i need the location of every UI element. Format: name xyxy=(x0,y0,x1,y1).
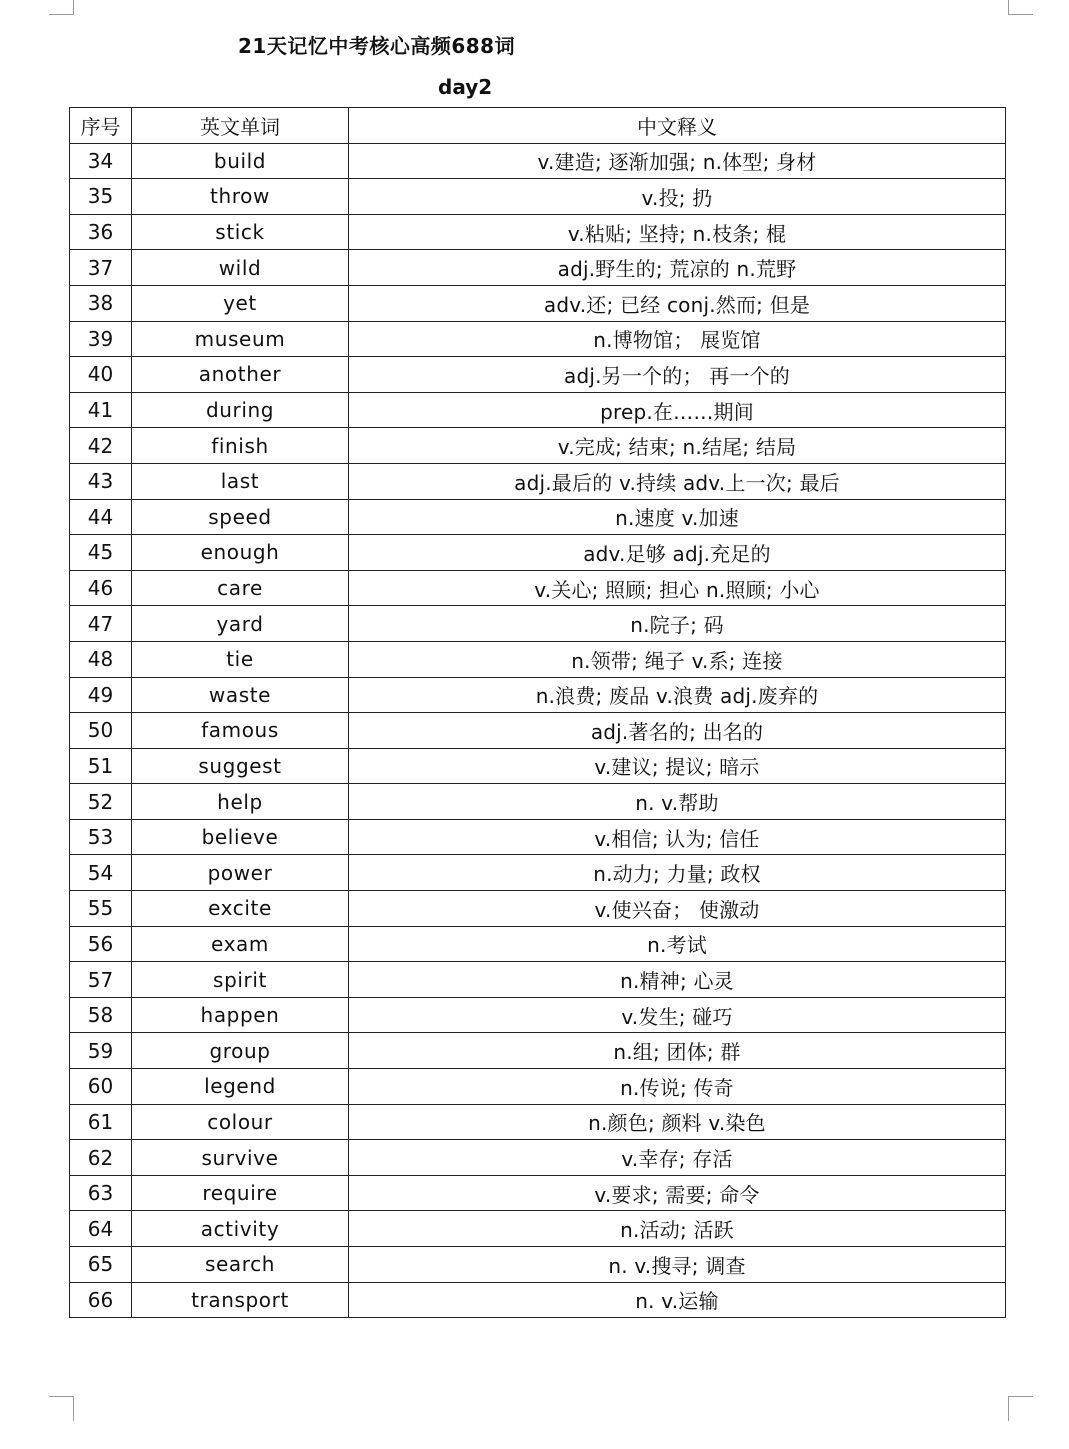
chinese-definition-cell: n.浪费; 废品 v.浪费 adj.废弃的 xyxy=(349,677,1006,713)
table-row xyxy=(70,250,1006,286)
row-number-cell: 59 xyxy=(70,1033,132,1069)
table-row xyxy=(70,1247,1006,1283)
english-word-cell: exam xyxy=(132,926,349,962)
column-header-number: 序号 xyxy=(70,108,132,144)
row-number-cell: 56 xyxy=(70,926,132,962)
table-row xyxy=(70,499,1006,535)
table-header-row xyxy=(70,108,1006,144)
row-number-cell: 55 xyxy=(70,891,132,927)
table-row xyxy=(70,997,1006,1033)
english-word-cell: colour xyxy=(132,1104,349,1140)
english-word-cell: spirit xyxy=(132,962,349,998)
chinese-definition-cell: n.传说; 传奇 xyxy=(349,1069,1006,1105)
english-word-cell: activity xyxy=(132,1211,349,1247)
chinese-definition-cell: v.建议; 提议; 暗示 xyxy=(349,748,1006,784)
chinese-definition-cell: n.精神; 心灵 xyxy=(349,962,1006,998)
table-row xyxy=(70,570,1006,606)
table-row xyxy=(70,962,1006,998)
table-row xyxy=(70,1211,1006,1247)
chinese-definition-cell: v.相信; 认为; 信任 xyxy=(349,819,1006,855)
chinese-definition-cell: n.活动; 活跃 xyxy=(349,1211,1006,1247)
chinese-definition-cell: n.院子; 码 xyxy=(349,606,1006,642)
chinese-definition-cell: n. v.帮助 xyxy=(349,784,1006,820)
vocabulary-table xyxy=(69,107,1006,1318)
table-row xyxy=(70,214,1006,250)
row-number-cell: 42 xyxy=(70,428,132,464)
row-number-cell: 58 xyxy=(70,997,132,1033)
english-word-cell: wild xyxy=(132,250,349,286)
english-word-cell: excite xyxy=(132,891,349,927)
column-header-definition: 中文释义 xyxy=(349,108,1006,144)
english-word-cell: throw xyxy=(132,179,349,215)
english-word-cell: yet xyxy=(132,285,349,321)
row-number-cell: 64 xyxy=(70,1211,132,1247)
table-row xyxy=(70,748,1006,784)
row-number-cell: 62 xyxy=(70,1140,132,1176)
english-word-cell: build xyxy=(132,143,349,179)
row-number-cell: 40 xyxy=(70,357,132,393)
row-number-cell: 43 xyxy=(70,463,132,499)
table-body xyxy=(70,143,1006,1318)
english-word-cell: tie xyxy=(132,641,349,677)
chinese-definition-cell: n.颜色; 颜料 v.染色 xyxy=(349,1104,1006,1140)
table-row xyxy=(70,535,1006,571)
english-word-cell: legend xyxy=(132,1069,349,1105)
english-word-cell: famous xyxy=(132,713,349,749)
table-row xyxy=(70,463,1006,499)
english-word-cell: help xyxy=(132,784,349,820)
chinese-definition-cell: n.博物馆； 展览馆 xyxy=(349,321,1006,357)
english-word-cell: believe xyxy=(132,819,349,855)
chinese-definition-cell: n.领带; 绳子 v.系; 连接 xyxy=(349,641,1006,677)
row-number-cell: 57 xyxy=(70,962,132,998)
table-row xyxy=(70,606,1006,642)
english-word-cell: happen xyxy=(132,997,349,1033)
row-number-cell: 48 xyxy=(70,641,132,677)
table-row xyxy=(70,1282,1006,1318)
chinese-definition-cell: v.完成; 结束; n.结尾; 结局 xyxy=(349,428,1006,464)
document-subtitle: day2 xyxy=(438,75,493,99)
chinese-definition-cell: n. v.搜寻; 调查 xyxy=(349,1247,1006,1283)
table-row xyxy=(70,428,1006,464)
table-row xyxy=(70,891,1006,927)
chinese-definition-cell: v.投; 扔 xyxy=(349,179,1006,215)
row-number-cell: 49 xyxy=(70,677,132,713)
row-number-cell: 35 xyxy=(70,179,132,215)
english-word-cell: group xyxy=(132,1033,349,1069)
table-row xyxy=(70,357,1006,393)
english-word-cell: another xyxy=(132,357,349,393)
table-row xyxy=(70,1140,1006,1176)
english-word-cell: museum xyxy=(132,321,349,357)
row-number-cell: 52 xyxy=(70,784,132,820)
page-corner-mark-top-left xyxy=(49,0,74,15)
chinese-definition-cell: n.动力; 力量; 政权 xyxy=(349,855,1006,891)
english-word-cell: during xyxy=(132,392,349,428)
row-number-cell: 44 xyxy=(70,499,132,535)
table-row xyxy=(70,713,1006,749)
english-word-cell: transport xyxy=(132,1282,349,1318)
row-number-cell: 39 xyxy=(70,321,132,357)
english-word-cell: search xyxy=(132,1247,349,1283)
row-number-cell: 51 xyxy=(70,748,132,784)
row-number-cell: 50 xyxy=(70,713,132,749)
chinese-definition-cell: prep.在……期间 xyxy=(349,392,1006,428)
chinese-definition-cell: v.关心; 照顾; 担心 n.照顾; 小心 xyxy=(349,570,1006,606)
row-number-cell: 41 xyxy=(70,392,132,428)
english-word-cell: yard xyxy=(132,606,349,642)
table-row xyxy=(70,1069,1006,1105)
page-corner-mark-top-right xyxy=(1008,0,1033,15)
english-word-cell: finish xyxy=(132,428,349,464)
chinese-definition-cell: v.建造; 逐渐加强; n.体型; 身材 xyxy=(349,143,1006,179)
row-number-cell: 36 xyxy=(70,214,132,250)
row-number-cell: 60 xyxy=(70,1069,132,1105)
table-row xyxy=(70,321,1006,357)
english-word-cell: last xyxy=(132,463,349,499)
chinese-definition-cell: adv.足够 adj.充足的 xyxy=(349,535,1006,571)
row-number-cell: 54 xyxy=(70,855,132,891)
chinese-definition-cell: adj.著名的; 出名的 xyxy=(349,713,1006,749)
table-row xyxy=(70,677,1006,713)
page-corner-mark-bottom-left xyxy=(49,1396,74,1421)
english-word-cell: suggest xyxy=(132,748,349,784)
chinese-definition-cell: v.发生; 碰巧 xyxy=(349,997,1006,1033)
row-number-cell: 45 xyxy=(70,535,132,571)
english-word-cell: waste xyxy=(132,677,349,713)
chinese-definition-cell: v.幸存; 存活 xyxy=(349,1140,1006,1176)
chinese-definition-cell: n.速度 v.加速 xyxy=(349,499,1006,535)
row-number-cell: 63 xyxy=(70,1175,132,1211)
table-row xyxy=(70,855,1006,891)
table-row xyxy=(70,143,1006,179)
row-number-cell: 53 xyxy=(70,819,132,855)
column-header-word: 英文单词 xyxy=(132,108,349,144)
table-row xyxy=(70,819,1006,855)
english-word-cell: speed xyxy=(132,499,349,535)
chinese-definition-cell: v.使兴奋； 使激动 xyxy=(349,891,1006,927)
chinese-definition-cell: n.考试 xyxy=(349,926,1006,962)
chinese-definition-cell: adj.最后的 v.持续 adv.上一次; 最后 xyxy=(349,463,1006,499)
chinese-definition-cell: v.粘贴; 坚持; n.枝条; 棍 xyxy=(349,214,1006,250)
table-row xyxy=(70,179,1006,215)
english-word-cell: enough xyxy=(132,535,349,571)
chinese-definition-cell: n. v.运输 xyxy=(349,1282,1006,1318)
row-number-cell: 46 xyxy=(70,570,132,606)
chinese-definition-cell: n.组; 团体; 群 xyxy=(349,1033,1006,1069)
english-word-cell: power xyxy=(132,855,349,891)
table-row xyxy=(70,392,1006,428)
row-number-cell: 47 xyxy=(70,606,132,642)
table-row xyxy=(70,641,1006,677)
page-corner-mark-bottom-right xyxy=(1008,1396,1033,1421)
chinese-definition-cell: v.要求; 需要; 命令 xyxy=(349,1175,1006,1211)
english-word-cell: stick xyxy=(132,214,349,250)
document-title: 21天记忆中考核心高频688词 xyxy=(238,34,516,58)
row-number-cell: 65 xyxy=(70,1247,132,1283)
chinese-definition-cell: adj.另一个的； 再一个的 xyxy=(349,357,1006,393)
english-word-cell: require xyxy=(132,1175,349,1211)
row-number-cell: 61 xyxy=(70,1104,132,1140)
row-number-cell: 66 xyxy=(70,1282,132,1318)
table-row xyxy=(70,1175,1006,1211)
table-row xyxy=(70,285,1006,321)
row-number-cell: 34 xyxy=(70,143,132,179)
english-word-cell: care xyxy=(132,570,349,606)
row-number-cell: 38 xyxy=(70,285,132,321)
chinese-definition-cell: adv.还; 已经 conj.然而; 但是 xyxy=(349,285,1006,321)
table-row xyxy=(70,926,1006,962)
row-number-cell: 37 xyxy=(70,250,132,286)
chinese-definition-cell: adj.野生的; 荒凉的 n.荒野 xyxy=(349,250,1006,286)
english-word-cell: survive xyxy=(132,1140,349,1176)
table-row xyxy=(70,784,1006,820)
table-row xyxy=(70,1104,1006,1140)
table-row xyxy=(70,1033,1006,1069)
